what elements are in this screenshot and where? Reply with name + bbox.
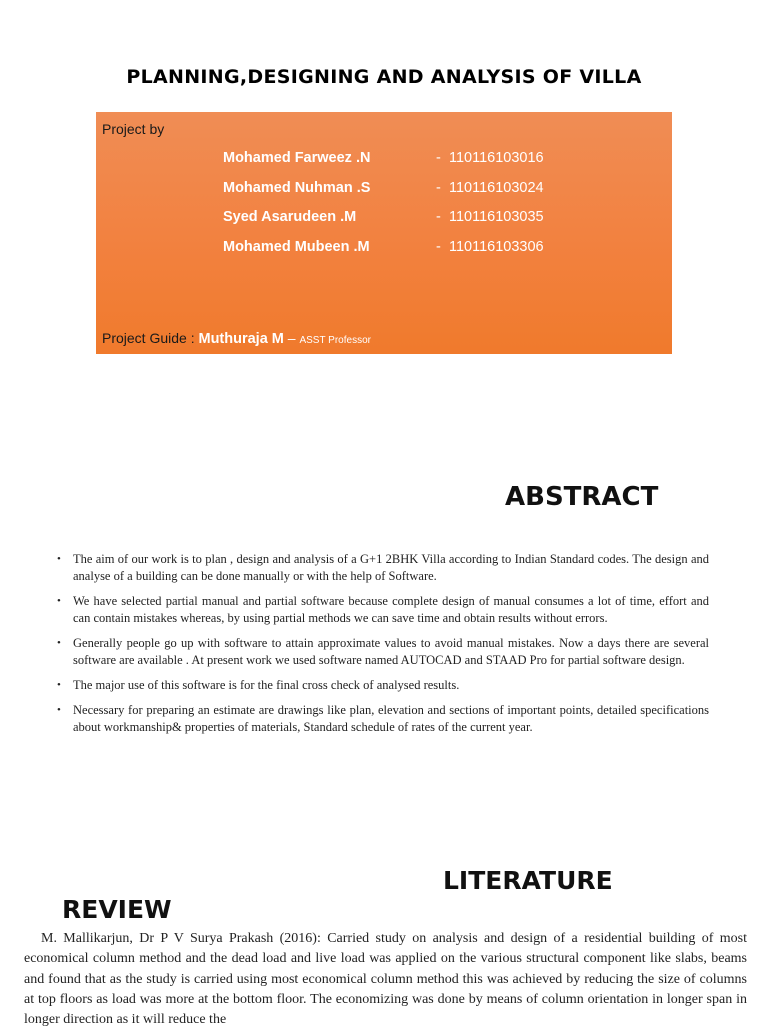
abstract-bullet-list [57,551,709,744]
bullet-text: Generally people go up with software to attain approximate values to avoid manual mistakes. Now a days there are several software are available . At present work we used software named AUTOCAD and STAAD Pro for partial software design. [73,636,709,667]
review-heading: REVIEW [62,895,172,924]
bullet-text: The aim of our work is to plan , design and analysis of a G+1 2BHK Villa according to Indian Standard codes. The design and analyse of a building can be done manually or with the help of Software. [73,552,709,583]
literature-heading: LITERATURE [443,866,613,895]
bullet-icon: • [57,595,61,607]
bullet-text: Necessary for preparing an estimate are drawings like plan, elevation and sections of important points, detailed specifications about workmanship& properties of materials, Standard schedule of rates of the current year. [73,703,709,734]
guide-separator: – [283,330,300,346]
member-separator: - [436,209,441,225]
abstract-bullet [57,702,709,736]
member-id: 110116103016 [449,150,544,166]
abstract-bullet [57,593,709,627]
abstract-bullet [57,551,709,585]
guide-name: Muthuraja M [198,331,284,347]
bullet-icon: • [57,704,61,716]
member-row [223,180,663,200]
member-separator: - [436,180,441,196]
member-row [223,150,663,170]
abstract-heading: ABSTRACT [505,482,659,512]
guide-title: ASST Professor [299,335,371,346]
member-separator: - [436,239,441,255]
member-name: Mohamed Nuhman .S [223,180,371,196]
bullet-icon: • [57,679,61,691]
project-guide [102,330,371,347]
literature-paragraph: M. Mallikarjun, Dr P V Surya Prakash (2016): Carried study on analysis and design of a residential building of most economical column method and the dead load and live load was applied on the various structural component like slabs, beams and found that as the study is carried using most economical column method this was achieved by reducing the size of columns at top floors as load was more at the bottom floor. The economizing was done by means of column orientation in longer span in longer direction as it will reduce the [24,931,747,1028]
bullet-text: We have selected partial manual and partial software because complete design of manual consumes a lot of time, effort and can contain mistakes whereas, by using partial methods we can save time and obtain results without errors. [73,594,709,625]
member-id: 110116103035 [449,209,544,225]
project-banner [96,112,672,354]
bullet-icon: • [57,553,61,565]
member-separator: - [436,150,441,166]
member-id: 110116103306 [449,239,544,255]
member-row [223,209,663,229]
member-id: 110116103024 [449,180,544,196]
abstract-bullet [57,677,709,694]
member-name: Mohamed Farweez .N [223,150,371,166]
member-name: Mohamed Mubeen .M [223,239,370,255]
bullet-text: The major use of this software is for the final cross check of analysed results. [73,678,460,692]
member-name: Syed Asarudeen .M [223,209,357,225]
member-row [223,239,663,259]
guide-label: Project Guide : [102,330,199,346]
abstract-bullet [57,635,709,669]
document-title: PLANNING,DESIGNING AND ANALYSIS OF VILLA [126,66,642,88]
bullet-icon: • [57,637,61,649]
project-by-label: Project by [102,121,165,137]
